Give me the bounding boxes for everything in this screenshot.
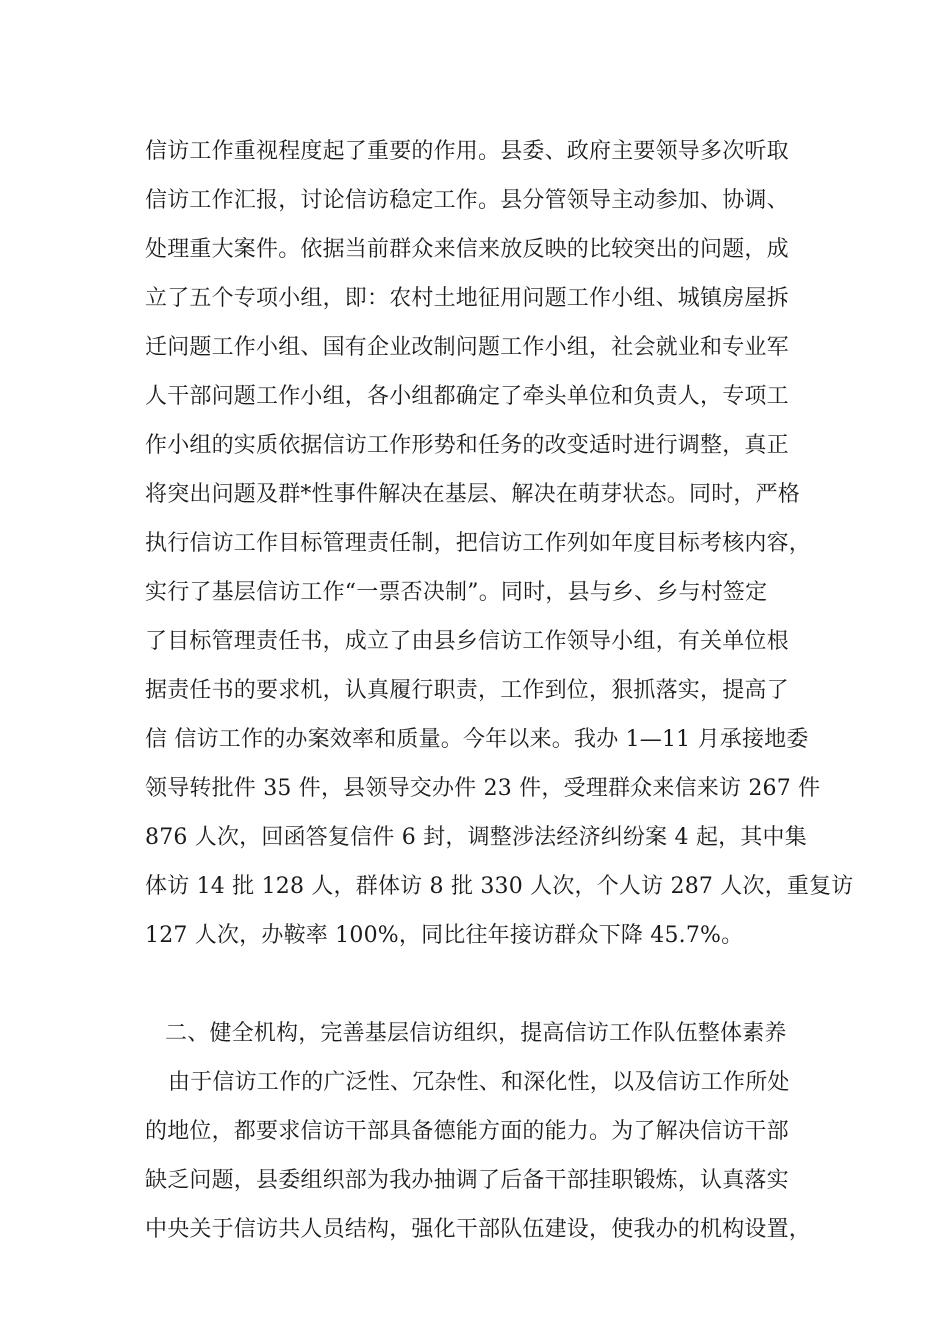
body-text-line: 缺乏问题，县委组织部为我办抽调了后备干部挂职锻炼，认真落实: [145, 1168, 789, 1193]
body-text-line: 立了五个专项小组，即：农村土地征用问题工作小组、城镇房屋拆: [145, 286, 789, 311]
body-text-line: 实行了基层信访工作“一票否决制”。同时，县与乡、乡与村签定: [145, 580, 768, 605]
body-text-line: 了目标管理责任书，成立了由县乡信访工作领导小组，有关单位根: [145, 629, 789, 654]
body-text-line: 处理重大案件。依据当前群众来信来放反映的比较突出的问题，成: [145, 237, 789, 262]
body-text-line: 据责任书的要求机，认真履行职责，工作到位，狠抓落实，提高了: [145, 678, 789, 703]
body-text-line: 信访工作汇报，讨论信访稳定工作。县分管领导主动参加、协调、: [145, 188, 789, 213]
body-text-line: 体访 14 批 128 人，群体访 8 批 330 人次，个人访 287 人次，重复访: [145, 874, 854, 899]
body-text-line: 的地位，都要求信访干部具备德能方面的能力。为了解决信访干部: [145, 1119, 789, 1144]
section-heading: 二、健全机构，完善基层信访组织，提高信访工作队伍整体素养: [165, 1021, 787, 1046]
body-text-line: 由于信访工作的广泛性、冗杂性、和深化性，以及信访工作所处: [168, 1070, 790, 1095]
body-text-line: 作小组的实质依据信访工作形势和任务的改变适时进行调整，真正: [145, 433, 789, 458]
body-text-line: 信访工作重视程度起了重要的作用。县委、政府主要领导多次听取: [145, 139, 789, 164]
body-text-line: 中央关于信访共人员结构，强化干部队伍建设，使我办的机构设置，: [145, 1217, 812, 1242]
body-text-line: 127 人次，办鞍率 100%，同比往年接访群众下降 45.7%。: [145, 923, 744, 948]
body-text-line: 876 人次，回函答复信件 6 封，调整涉法经济纠纷案 4 起，其中集: [145, 825, 807, 850]
body-text-line: 领导转批件 35 件，县领导交办件 23 件，受理群众来信来访 267 件: [145, 776, 821, 801]
body-text-line: 人干部问题工作小组，各小组都确定了牵头单位和负责人，专项工: [145, 384, 789, 409]
body-text-line: 信 信访工作的办案效率和质量。今年以来。我办 1—11 月承接地委: [145, 727, 809, 752]
body-text-line: 执行信访工作目标管理责任制，把信访工作列如年度目标考核内容，: [145, 531, 812, 556]
body-text-line: 将突出问题及群*性事件解决在基层、解决在萌芽状态。同时，严格: [145, 482, 801, 507]
body-text-line: 迁问题工作小组、国有企业改制问题工作小组，社会就业和专业军: [145, 335, 789, 360]
